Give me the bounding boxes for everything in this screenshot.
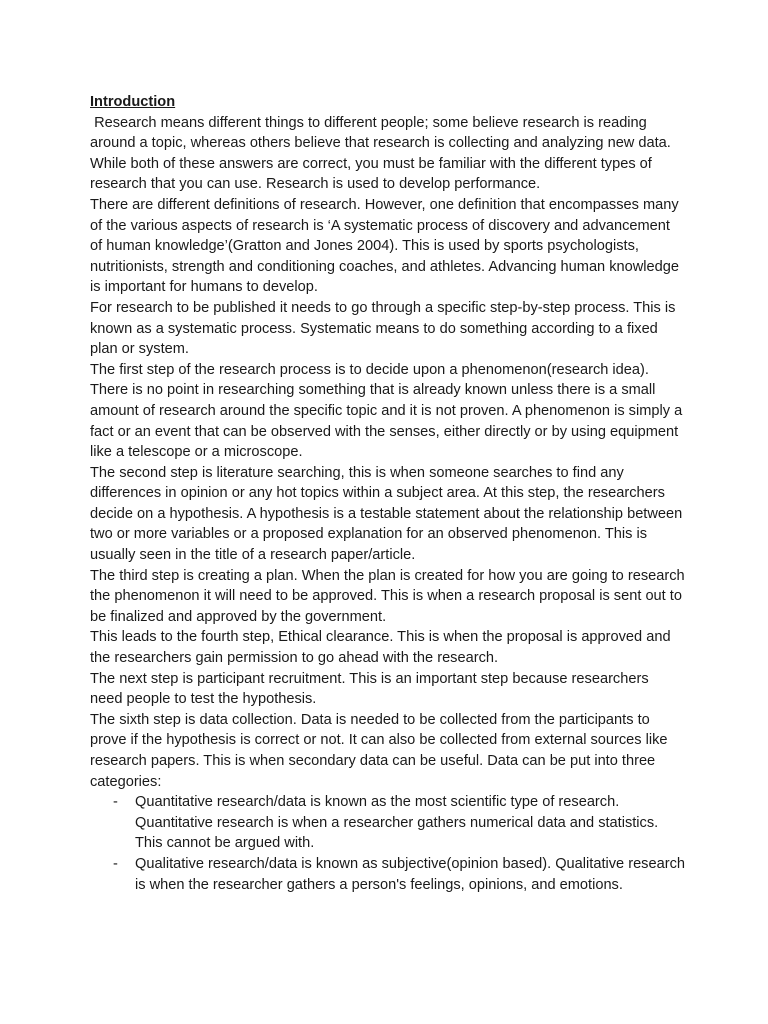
- paragraph-third-step: The third step is creating a plan. When the plan is created for how you are going to research the phenomenon it will need to be approved. This is when a research proposal is sent out to be finalized and approved by the government.: [90, 567, 685, 625]
- paragraph-definitions: There are different definitions of research. However, one definition that encompasses many of the various aspects of research is ‘A systematic process of discovery and advancement of human knowledge’(Gratton and Jones 2004). This is used by sports psychologists, nutritionists, strength and conditioning coaches, and athletes. Advancing human knowledge is important for humans to develop.: [90, 196, 680, 296]
- paragraph-intro: Research means different things to different people; some believe research is reading around a topic, whereas others believe that research is collecting and analyzing new data. While both of these answers are correct, you must be familiar with the different types of research that you can use. Research is used to develop performance.: [90, 114, 675, 193]
- paragraph-fifth-step: The next step is participant recruitment. This is an important step because researchers need people to test the hypothesis.: [90, 670, 649, 708]
- list-item-quantitative: [90, 792, 685, 854]
- paragraph-first-step: The first step of the research process is to decide upon a phenomenon(research idea). There is no point in researching something that is already known unless there is a small amount of research around the specific topic and it is not proven. A phenomenon is simply a fact or an event that can be observed with the senses, either directly or by using equipment like a telescope or a microscope.: [90, 361, 683, 461]
- section-heading: Introduction: [90, 94, 176, 110]
- paragraph-second-step: The second step is literature searching, this is when someone searches to find any differences in opinion or any hot topics within a subject area. At this step, the researchers decide on a hypothesis. A hypothesis is a testable statement about the relationship between two or more variables or a proposed explanation for an observed phenomenon. This is usually seen in the title of a research paper/article.: [90, 464, 683, 564]
- data-categories-list: [90, 792, 685, 895]
- list-item-text: Quantitative research/data is known as the most scientific type of research. Quantitative research is when a researcher gathers numerical data and statistics. This cannot be argued with.: [135, 794, 659, 852]
- list-item-qualitative: [90, 854, 685, 895]
- paragraph-fourth-step: This leads to the fourth step, Ethical clearance. This is when the proposal is approved and the researchers gain permission to go ahead with the research.: [90, 629, 671, 667]
- list-item-text: Qualitative research/data is known as subjective(opinion based). Qualitative research is when the researcher gathers a person's feelings, opinions, and emotions.: [135, 855, 685, 893]
- bullet-marker: -: [113, 794, 118, 811]
- paragraph-sixth-step: The sixth step is data collection. Data is needed to be collected from the participants to prove if the hypothesis is correct or not. It can also be collected from external sources like research papers. This is when secondary data can be useful. Data can be put into three categories:: [90, 711, 668, 790]
- document-body: [90, 92, 685, 895]
- paragraph-systematic-process: For research to be published it needs to go through a specific step-by-step process. This is known as a systematic process. Systematic means to do something according to a fixed plan or system.: [90, 299, 676, 358]
- bullet-marker: -: [113, 855, 118, 872]
